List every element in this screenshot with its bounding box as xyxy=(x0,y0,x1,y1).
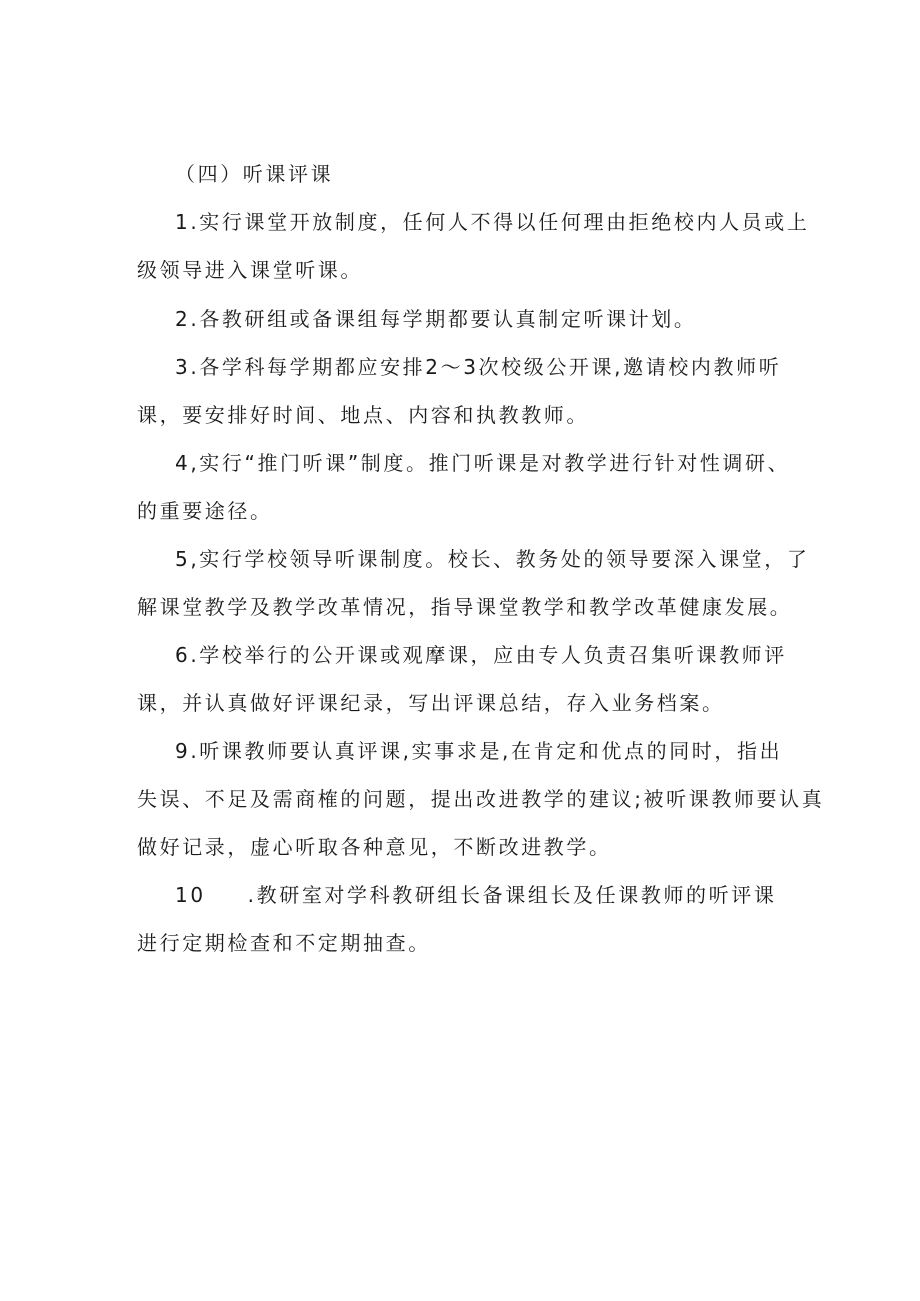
paragraph-line: 的重要途径。 xyxy=(137,499,273,523)
paragraph-line: 6.学校举行的公开课或观摩课，应由专人负责召集听课教师评 xyxy=(175,643,787,667)
paragraph-line: 做好记录，虚心听取各种意见，不断改进教学。 xyxy=(137,835,612,859)
paragraph-line: 课，要安排好时间、地点、内容和执教教师。 xyxy=(137,403,589,427)
paragraph-line: 4,实行“推门听课”制度。推门听课是对教学进行针对性调研、 xyxy=(175,451,791,475)
paragraph-number: 10 xyxy=(175,883,206,907)
paragraph-line: 3.各学科每学期都应安排2～3次校级公开课,邀请校内教师听 xyxy=(175,355,782,379)
paragraph-text: .教研室对学科教研组长备课组长及任课教师的听评课 xyxy=(247,883,777,907)
paragraph-line xyxy=(175,880,776,910)
paragraph-line: 进行定期检查和不定期抽查。 xyxy=(137,931,431,955)
paragraph-line: 1.实行课堂开放制度，任何人不得以任何理由拒绝校内人员或上 xyxy=(175,210,810,234)
paragraph-line: 解课堂教学及教学改革情况，指导课堂教学和教学改革健康发展。 xyxy=(137,595,793,619)
paragraph-line: 课，并认真做好评课纪录，写出评课总结，存入业务档案。 xyxy=(137,691,725,715)
paragraph-line: 级领导进入课堂听课。 xyxy=(137,258,363,282)
paragraph-line: 失误、不足及需商榷的问题，提出改进教学的建议;被听课教师要认真 xyxy=(137,787,825,811)
section-heading: （四）听课评课 xyxy=(175,162,334,186)
paragraph-line: 5,实行学校领导听课制度。校长、教务处的领导要深入课堂，了 xyxy=(175,547,810,571)
paragraph-line: 9.听课教师要认真评课,实事求是,在肯定和优点的同时，指出 xyxy=(175,739,783,763)
paragraph-line: 2.各教研组或备课组每学期都要认真制定听课计划。 xyxy=(175,307,697,331)
